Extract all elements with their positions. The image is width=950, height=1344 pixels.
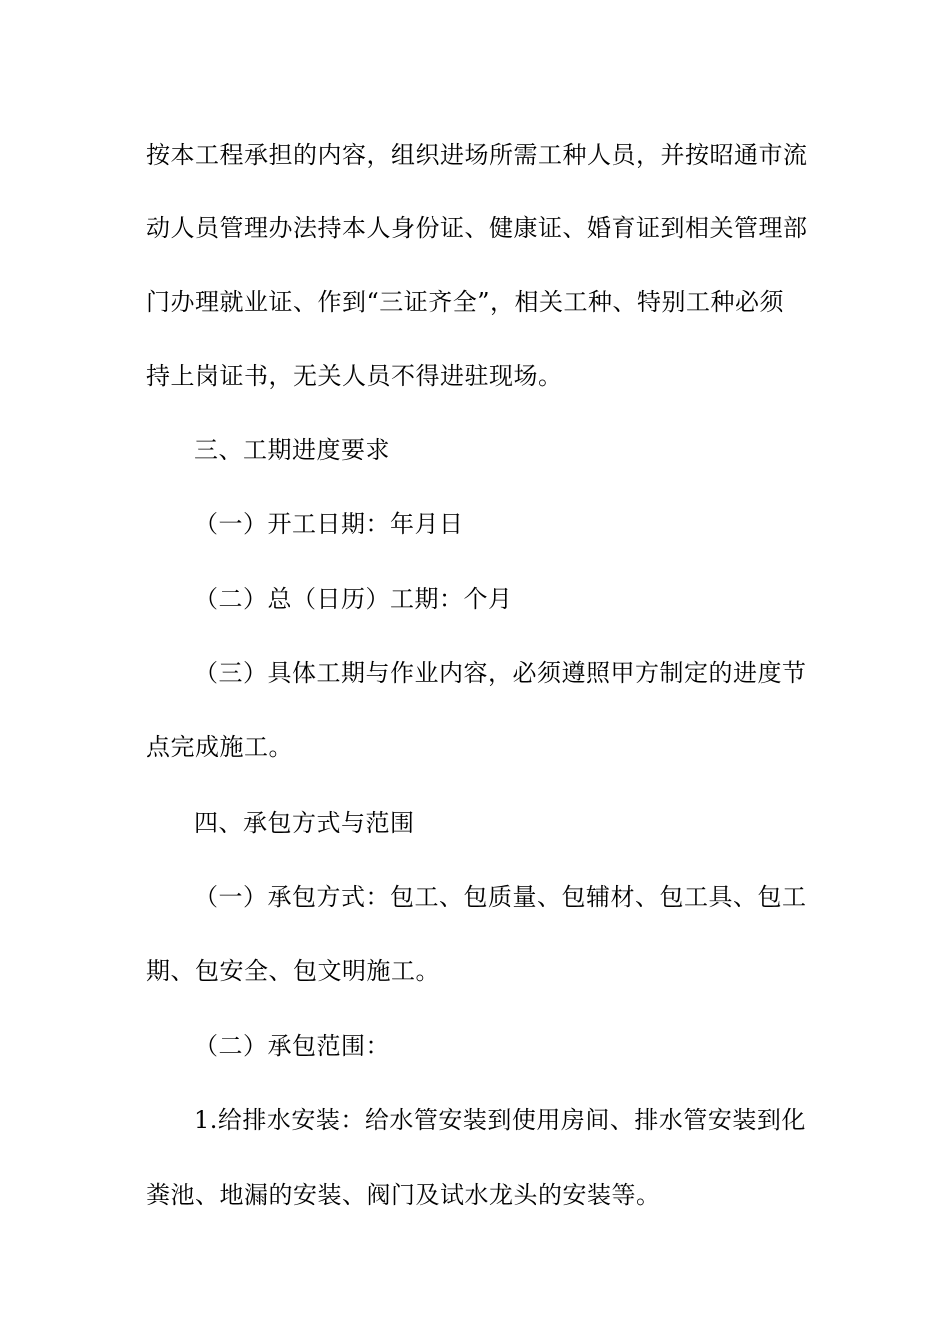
paragraph-line: 按本工程承担的内容，组织进场所需工种人员，并按昭通市流 [146,141,808,169]
paragraph-line: 持上岗证书，无关人员不得进驻现场。 [146,362,563,390]
paragraph-line: 动人员管理办法持本人身份证、健康证、婚育证到相关管理部 [146,214,808,242]
section-heading: 四、承包方式与范围 [194,809,415,837]
paragraph-line: 门办理就业证、作到“三证齐全”，相关工种、特别工种必须 [146,288,785,316]
paragraph-line: 期、包安全、包文明施工。 [146,957,440,985]
paragraph-line: （二）承包范围： [194,1032,390,1060]
paragraph-line: （一）开工日期：年月日 [194,510,464,538]
paragraph-line: 点完成施工。 [146,733,293,761]
paragraph-line: 1.给排水安装：给水管安装到使用房间、排水管安装到化 [194,1106,806,1134]
paragraph-line: （三）具体工期与作业内容，必须遵照甲方制定的进度节 [194,659,807,687]
paragraph-line: （一）承包方式：包工、包质量、包辅材、包工具、包工 [194,883,807,911]
section-heading: 三、工期进度要求 [194,436,390,464]
paragraph-line: 粪池、地漏的安装、阀门及试水龙头的安装等。 [146,1181,661,1209]
paragraph-line: （二）总（日历）工期：个月 [194,585,513,613]
